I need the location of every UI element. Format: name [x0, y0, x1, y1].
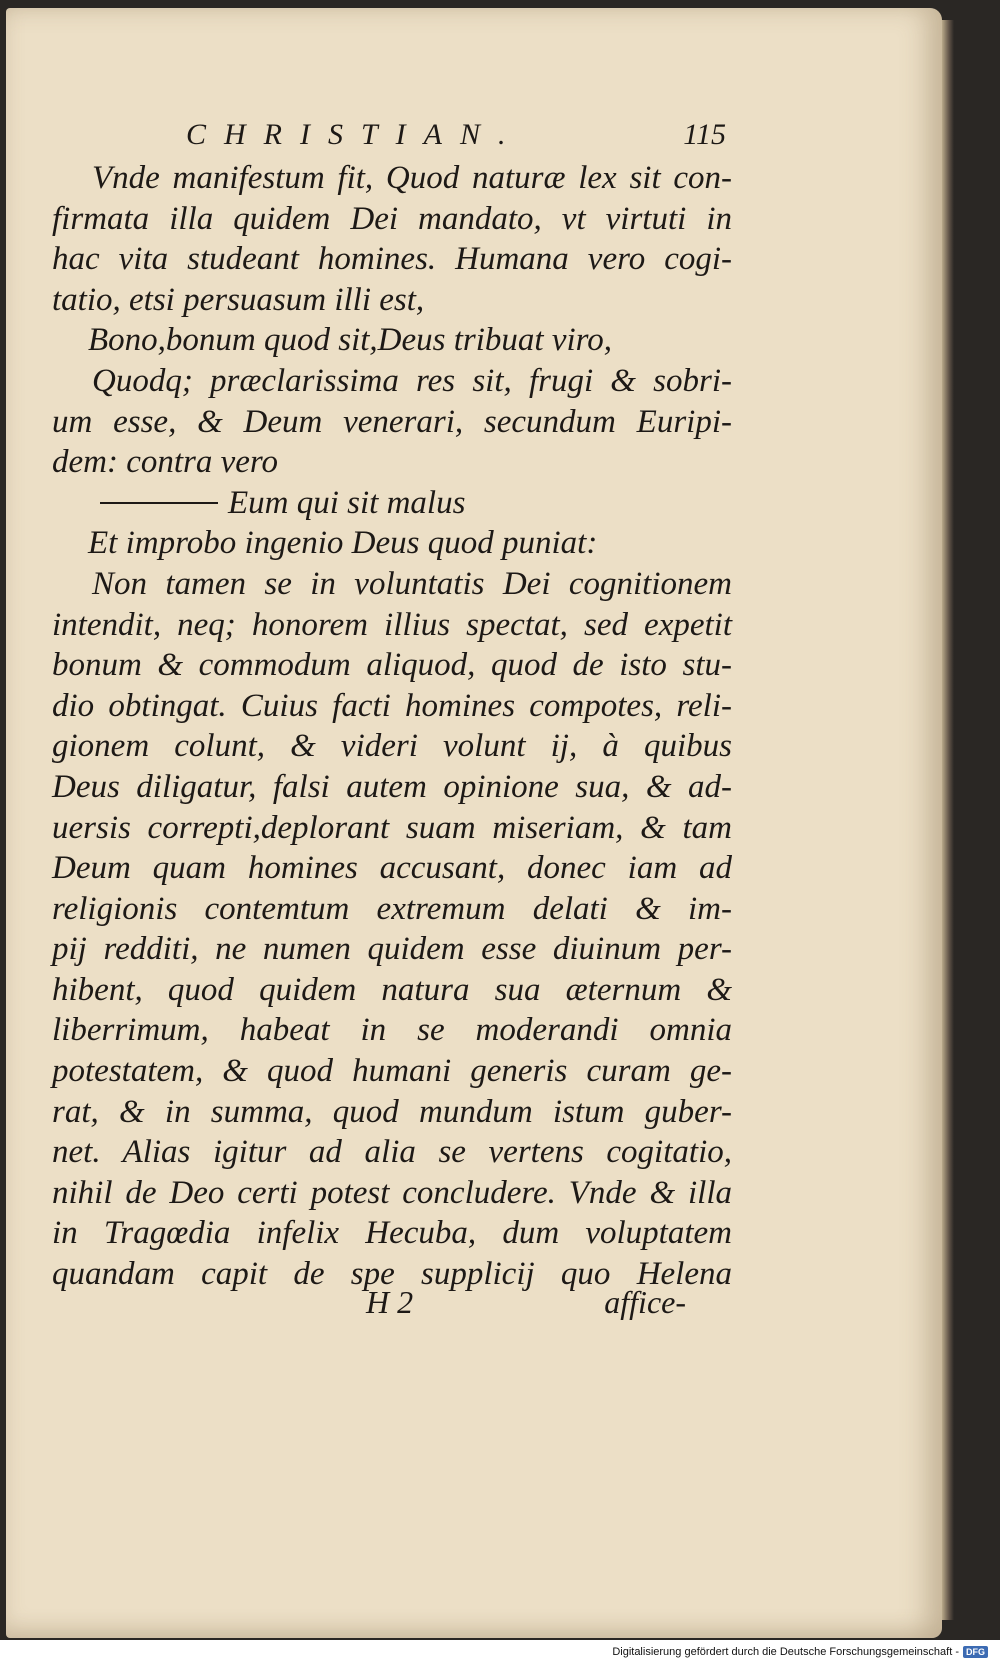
text-line: Quodq; præclarissima res sit, frugi & sobri-	[92, 362, 732, 399]
text-line: hac vita studeant homines. Humana vero cogi-	[52, 241, 732, 278]
text-line: intendit, neq; honorem illius spectat, sed expetit	[52, 606, 732, 643]
text-line: hibent, quod quidem natura sua æternum &	[52, 971, 732, 1008]
text-line: quandam capit de spe supplicij quo Helena	[52, 1256, 732, 1293]
text-line: tatio, etsi persuasum illi est,	[52, 281, 425, 318]
signature-mark: H 2	[366, 1284, 414, 1320]
running-head	[186, 118, 726, 152]
verse-line	[52, 483, 732, 524]
text-line: net. Alias igitur ad alia se vertens cogitatio,	[52, 1134, 732, 1171]
body-text	[52, 158, 732, 1295]
text-line: Deum quam homines accusant, donec iam ad	[52, 850, 732, 887]
text-line: nihil de Deo certi potest concludere. Vnde & illa	[52, 1174, 732, 1211]
text-line: firmata illa quidem Dei mandato, vt virtuti in	[52, 200, 732, 237]
catchword: affice-	[604, 1284, 686, 1320]
book-page	[6, 8, 942, 1638]
text-line: Non tamen se in voluntatis Dei cognitionem	[92, 565, 732, 602]
verse-dash-rule	[100, 502, 218, 504]
text-line: dem: contra vero	[52, 444, 279, 481]
text-line: religionis contemtum extremum delati & im-	[52, 890, 732, 927]
text-line: rat, & in summa, quod mundum istum guber-	[52, 1093, 732, 1130]
text-line: in Tragœdia infelix Hecuba, dum voluptatem	[52, 1215, 732, 1252]
text-line: Vnde manifestum fit, Quod naturæ lex sit con-	[92, 160, 732, 196]
text-line: um esse, & Deum venerari, secundum Euripi-	[52, 403, 732, 440]
text-line: potestatem, & quod humani generis curam ge-	[52, 1053, 732, 1090]
text-line: Deus diligatur, falsi autem opinione sua, & ad-	[52, 768, 732, 805]
digitization-footer	[0, 1640, 1000, 1664]
running-title: CHRISTIAN.	[186, 118, 524, 151]
verse-line: Et improbo ingenio Deus quod puniat:	[88, 525, 598, 562]
verse-text: Eum qui sit malus	[228, 484, 466, 521]
signature-row	[366, 1284, 686, 1321]
text-line: bonum & commodum aliquod, quod de isto stu-	[52, 647, 732, 684]
page-number: 115	[683, 118, 726, 151]
verse-line: Bono,bonum quod sit,Deus tribuat viro,	[88, 322, 613, 359]
page-edge	[942, 20, 954, 1620]
text-line: uersis correpti,deplorant suam miseriam, & tam	[52, 809, 732, 846]
text-line: pij redditi, ne numen quidem esse diuinum per-	[52, 931, 732, 968]
dfg-logo: DFG	[963, 1646, 988, 1658]
text-line: liberrimum, habeat in se moderandi omnia	[52, 1012, 732, 1049]
text-line: dio obtingat. Cuius facti homines compotes, reli-	[52, 687, 732, 724]
text-line: gionem colunt, & videri volunt ij, à quibus	[52, 728, 732, 765]
footer-credit: Digitalisierung gefördert durch die Deutsche Forschungsgemeinschaft -	[612, 1646, 959, 1658]
